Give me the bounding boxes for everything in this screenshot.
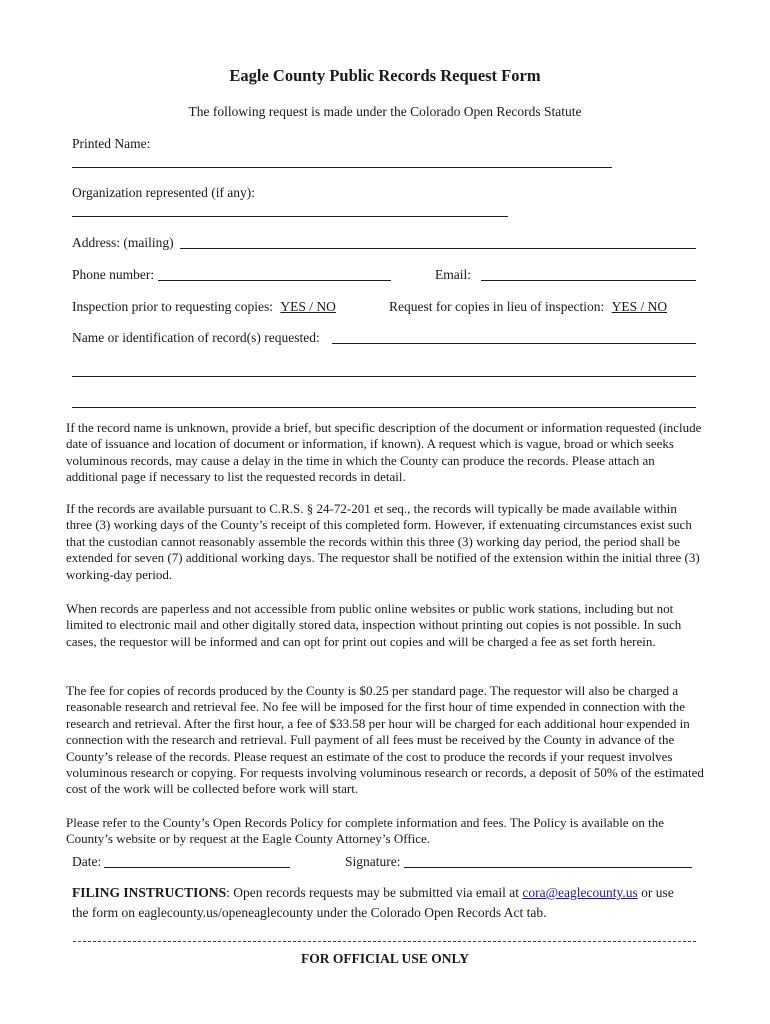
printed-name-label: Printed Name:	[72, 136, 151, 151]
email-field[interactable]	[481, 280, 696, 281]
paragraph-paperless: When records are paperless and not accessible from public online websites or public work stations, including but not limited to electronic mail and other digitally stored data, inspection without printing out copies is not possible. In such cases, the requestor will be informed and can opt for print out copies and will be charged a fee as set forth herein.	[66, 601, 682, 649]
filing-text-after: or use	[637, 885, 674, 900]
filing-instructions-line1	[72, 885, 674, 901]
address-field[interactable]	[180, 248, 696, 249]
copies-label-text: Request for copies in lieu of inspection:	[389, 299, 605, 314]
filing-text-before: : Open records requests may be submitted via email at	[226, 885, 523, 900]
signature-field[interactable]	[404, 867, 692, 868]
records-label: Name or identification of record(s) requested:	[72, 330, 320, 345]
phone-field[interactable]	[158, 280, 391, 281]
filing-instructions-line2: the form on eaglecounty.us/openeaglecounty under the Colorado Open Records Act tab.	[72, 905, 547, 920]
address-label: Address: (mailing)	[72, 235, 174, 250]
signature-label: Signature:	[345, 854, 401, 869]
filing-email-link[interactable]: cora@eaglecounty.us	[522, 885, 638, 900]
copies-label	[389, 299, 667, 315]
date-label: Date:	[72, 854, 102, 869]
copies-yes-no[interactable]: YES / NO	[611, 299, 668, 314]
paragraph-policy: Please refer to the County’s Open Records Policy for complete information and fees. The Policy is available on the County’s website or by request at the Eagle County Attorney’s Office.	[66, 815, 664, 847]
paragraph-availability: If the records are available pursuant to C.R.S. § 24-72-201 et seq., the records will typically be made available within three (3) working days of the County’s receipt of this completed form. However, if extenuating circumstances exist such that the custodian cannot reasonably assemble the records within this three (3) working day period, the period shall be extended for seven (7) additional working days. The requestor shall be notified of the extension within the initial three (3) working-day period.	[66, 501, 700, 582]
paragraph-record-description: If the record name is unknown, provide a brief, but specific description of the document or information requested (include date of issuance and location of document or information, if known). A request which is vague, broad or which seeks voluminous records, may cause a delay in the time in which the County can produce the records. Please attach an additional page if necessary to list the requested records in detail.	[66, 420, 702, 485]
dashed-divider	[73, 941, 696, 942]
records-field-1[interactable]	[332, 343, 696, 344]
inspection-label-text: Inspection prior to requesting copies:	[72, 299, 273, 314]
phone-label: Phone number:	[72, 267, 155, 282]
filing-heading: FILING INSTRUCTIONS	[72, 885, 227, 900]
date-field[interactable]	[104, 867, 290, 868]
records-field-2[interactable]	[72, 376, 696, 377]
form-title: Eagle County Public Records Request Form	[229, 66, 541, 85]
paragraph-fees: The fee for copies of records produced by the County is $0.25 per standard page. The requestor will also be charged a reasonable research and retrieval fee. No fee will be imposed for the first hour of time expended in connection with the research and retrieval. After the first hour, a fee of $33.58 per hour will be charged for each additional hour expended in connection with the research and retrieval. Full payment of all fees must be received by the County in advance of the County’s release of the records. Please request an estimate of the cost to produce the records if your request involves voluminous research or copying. For requests involving voluminous research or records, a deposit of 50% of the estimated cost of the work will be collected before work will start.	[66, 683, 704, 797]
form-subtitle: The following request is made under the Colorado Open Records Statute	[188, 104, 582, 119]
official-use-heading: FOR OFFICIAL USE ONLY	[301, 951, 469, 966]
records-field-3[interactable]	[72, 407, 696, 408]
inspection-label	[72, 299, 336, 315]
inspection-yes-no[interactable]: YES / NO	[280, 299, 336, 314]
email-label: Email:	[435, 267, 471, 282]
organization-label: Organization represented (if any):	[72, 185, 256, 200]
organization-field[interactable]	[72, 216, 508, 217]
printed-name-field[interactable]	[72, 167, 612, 168]
